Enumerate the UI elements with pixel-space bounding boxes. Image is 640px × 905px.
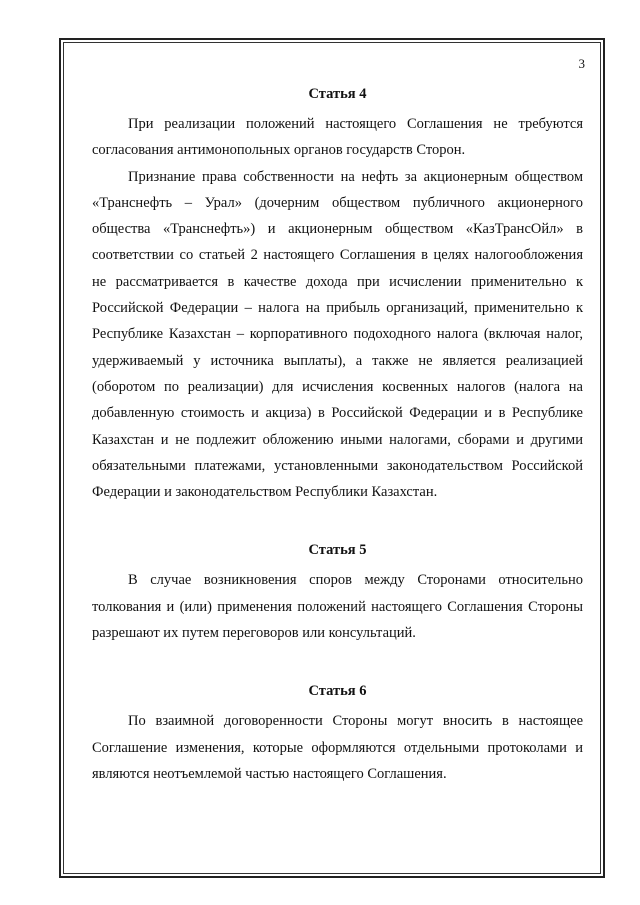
article-paragraph: При реализации положений настоящего Соглашения не требуются согласования антимонопольных органов государств Сторон. <box>92 116 583 159</box>
article-5 <box>92 537 583 646</box>
page-number: 3 <box>578 56 585 71</box>
article-paragraph: В случае возникновения споров между Сторонами относительно толкования и (или) применения положений настоящего Соглашения Стороны разрешают их путем переговоров или консультаций. <box>92 572 583 642</box>
article-6 <box>92 678 583 787</box>
article-heading: Статья 4 <box>308 86 367 102</box>
article-paragraph: Признание права собственности на нефть за акционерным обществом «Транснефть – Урал» (дочерним обществом публичного акционерного общества «Транснефть») и акционерным обществом «КазТрансОйл» в соответствии со статьей 2 настоящего Соглашения в целях налогообложения не рассматривается в качестве дохода при исчислении применительно к Российской Федерации – налога на прибыль организаций, применительно к Республике Казахстан – корпоративного подоходного налога (включая налог, удерживаемый у источника выплаты), а также не является реализацией (оборотом по реализации) для исчисления косвенных налогов (налога на добавленную стоимость и акциза) в Российской Федерации и в Республике Казахстан и не подлежит обложению иными налогами, сборами и другими обязательными платежами, установленными законодательством Российской Федерации и законодательством Республики Казахстан. <box>92 168 583 501</box>
article-4 <box>92 81 583 505</box>
article-paragraph: По взаимной договоренности Стороны могут вносить в настоящее Соглашение изменения, которые оформляются отдельными протоколами и являются неотъемлемой частью настоящего Соглашения. <box>92 713 583 782</box>
article-heading: Статья 6 <box>308 683 367 700</box>
article-heading: Статья 5 <box>308 542 367 559</box>
document-body <box>92 81 583 787</box>
